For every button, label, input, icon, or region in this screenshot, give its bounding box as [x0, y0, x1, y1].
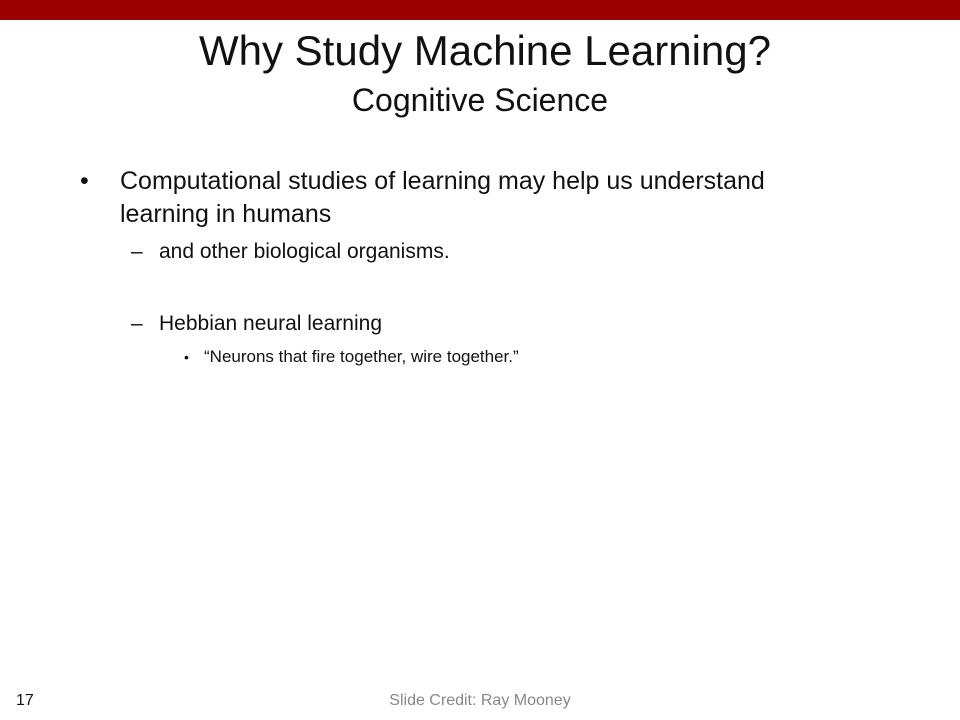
sub-bullet-item: [131, 238, 450, 266]
title-block: [0, 26, 960, 120]
slide-subtitle: Cognitive Science: [351, 82, 609, 118]
bullet-marker: •: [80, 167, 89, 195]
top-accent-bar: [0, 0, 960, 20]
sub-sub-bullet-item: [184, 345, 519, 369]
sub-bullet-text: Hebbian neural learning: [159, 312, 382, 335]
sub-bullet-item: [131, 310, 382, 338]
slide-title: Why Study Machine Learning?: [199, 27, 771, 74]
sub-bullet-text: and other biological organisms.: [159, 240, 450, 263]
bullet-item: [80, 165, 800, 231]
dash-marker: –: [131, 240, 143, 263]
bullet-text: Computational studies of learning may help us understand learning in humans: [120, 167, 765, 228]
quote-text: “Neurons that fire together, wire together.”: [204, 347, 519, 366]
dash-marker: –: [131, 312, 143, 335]
bullet-marker: •: [184, 349, 189, 365]
slide-credit: Slide Credit: Ray Mooney: [389, 692, 571, 709]
page-number: 17: [16, 692, 34, 709]
